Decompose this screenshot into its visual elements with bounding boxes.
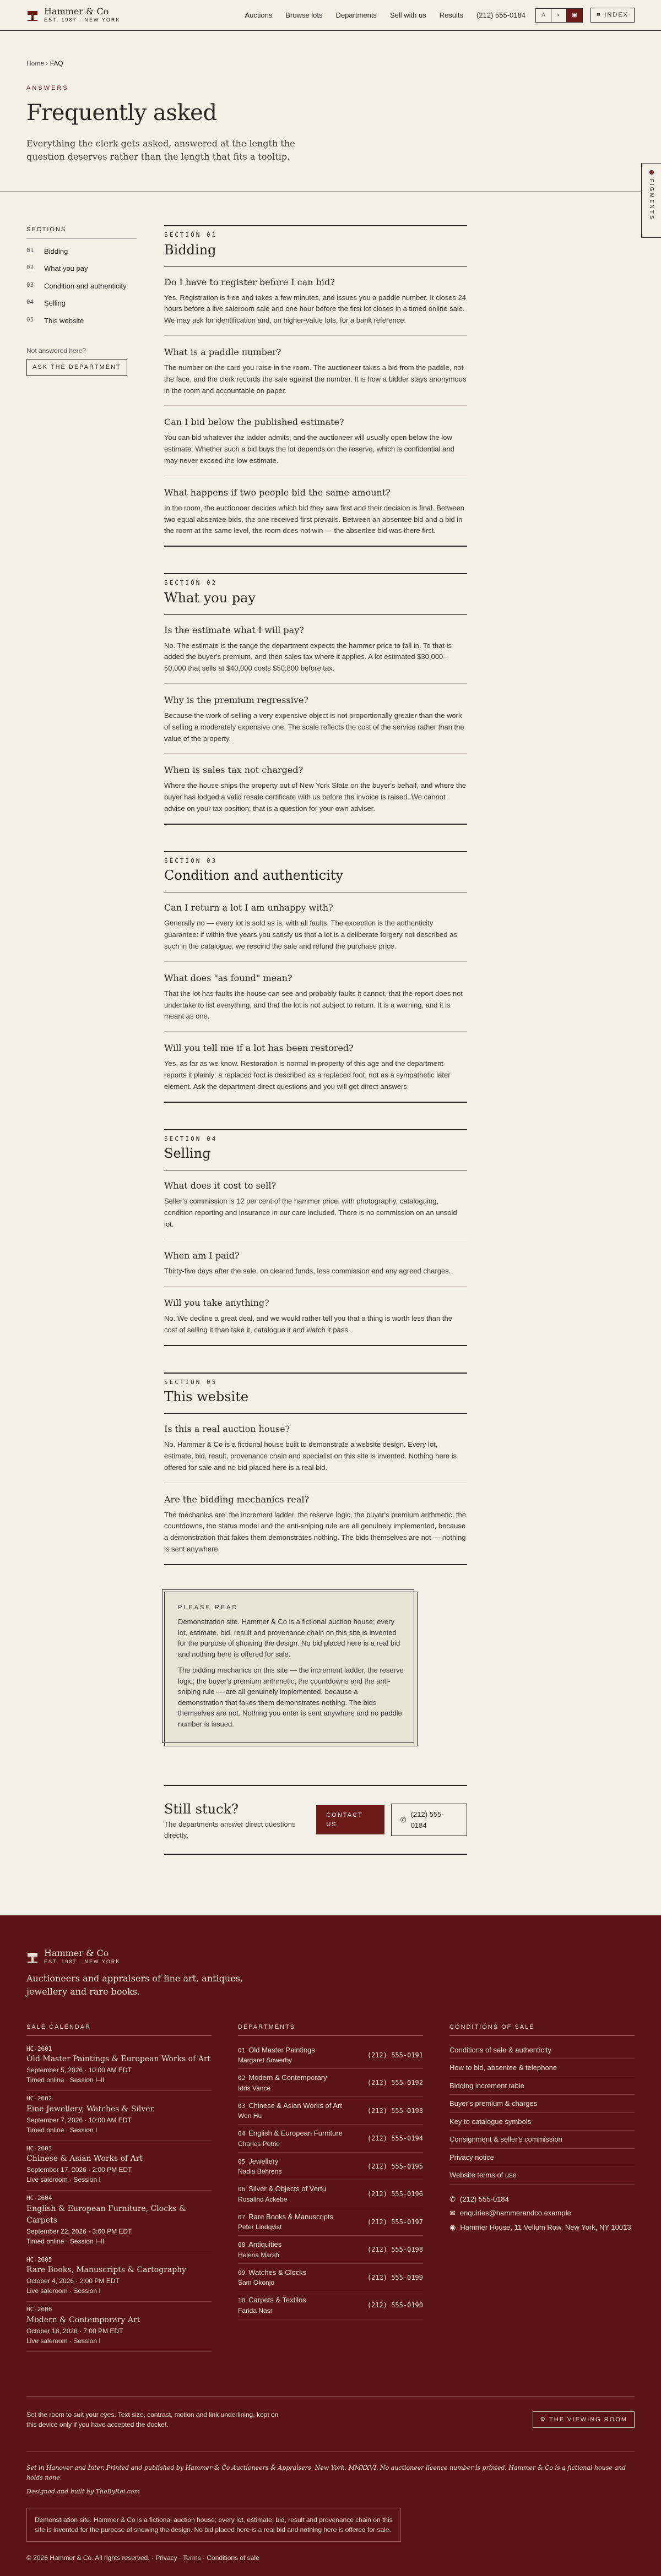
sale-item[interactable]: HC-2601 Old Master Paintings & European Works of Art September 5, 2026 · 10:00 AM EDT Timed online · Session I–II — [26, 2041, 212, 2092]
mail-icon: ✉ — [449, 2209, 456, 2218]
section-label: SECTION 04 — [164, 1135, 218, 1142]
footer-bottom — [26, 2396, 635, 2563]
sale-item[interactable]: HC-2606 Modern & Contemporary Art October 18, 2026 · 7:00 PM EDT Live saleroom · Session I — [26, 2302, 212, 2352]
faq-section-bidding — [164, 225, 467, 547]
gavel-icon — [26, 9, 39, 21]
footer-brand-name: Hammer & Co — [44, 1948, 109, 1959]
conditions-heading: CONDITIONS OF SALE — [449, 2023, 635, 2036]
toc-item-what-you-pay[interactable]: 02 What you pay — [26, 264, 88, 273]
nav-auctions[interactable]: Auctions — [245, 10, 273, 19]
section-label: SECTION 01 — [164, 231, 218, 239]
site-footer — [0, 1915, 661, 2575]
faq-item — [164, 1179, 467, 1239]
legal-colophon: Set in Hanover and Inter. Printed and published by Hammer & Co Auctioneers & Appraisers, New York, MMXXVI. No auctioneer licence number is printed. Hammer & Co is a fictional house and holds none. — [26, 2464, 626, 2481]
menu-icon: ≡ — [596, 12, 602, 19]
eyebrow: ANSWERS — [26, 85, 69, 91]
main-nav — [245, 10, 463, 21]
faq-question: Are the bidding mechanics real? — [164, 1494, 310, 1505]
faq-section-this-website — [164, 1373, 467, 1565]
faq-answer: No. Hammer & Co is a fictional house built to demonstrate a website design. Every lot, estimate, bid, result, provenance chain and specialist on this site is invented. Nothing here is offered for sale and no bid placed here is a real bid. — [164, 1440, 457, 1472]
breadcrumb — [26, 58, 635, 68]
faq-item — [164, 276, 467, 336]
contact-email[interactable]: ✉ enquiries@hammerandco.example — [449, 2206, 635, 2220]
sale-item[interactable]: HC-2602 Fine Jewellery, Watches & Silver September 7, 2026 · 10:00 AM EDT Timed online · Session I — [26, 2091, 212, 2141]
page-lede: Everything the clerk gets asked, answered at the length the question deserves rather than the length that fits a tooltip. — [26, 138, 295, 162]
department-item[interactable]: 07 Rare Books & Manuscripts Peter Lindqvist (212) 555-0197 — [238, 2208, 423, 2236]
faq-item — [164, 624, 467, 684]
sale-item[interactable]: HC-2605 Rare Books, Manuscripts & Cartography October 4, 2026 · 2:00 PM EDT Live saleroom · Session I — [26, 2252, 212, 2302]
faq-item — [164, 416, 467, 476]
breadcrumb-separator: › — [46, 59, 50, 67]
sale-item[interactable]: HC-2603 Chinese & Asian Works of Art September 17, 2026 · 2:00 PM EDT Live saleroom · Session I — [26, 2141, 212, 2191]
faq-answer: Yes. Registration is free and takes a few minutes, and issues you a paddle number. It closes 24 hours before a live saleroom sale and one hour before the first lot closes in a timed online sale. We may ask for identification and, on higher-value lots, for a bank reference. — [164, 293, 466, 325]
faq-answer: That the lot has faults the house can see and probably faults it cannot, that the report does not undertake to list everything, and that the lot is not subject to return. It is a warning, and it is meant as one. — [164, 989, 463, 1021]
footer-tagline: Auctioneers and appraisers of fine art, antiques, jewellery and rare books. — [26, 1973, 243, 1997]
faq-main — [0, 192, 661, 1915]
accessibility-note: Set the room to suit your eyes. Text size, contrast, motion and link underlining, kept on this device only if you have accepted the docket. — [26, 2410, 279, 2428]
faq-item — [164, 972, 467, 1032]
index-button[interactable] — [590, 8, 635, 23]
section-title: This website — [164, 1387, 467, 1414]
faq-content — [164, 225, 467, 1915]
contact-address: ◉ Hammer House, 11 Vellum Row, New York, NY 10013 — [449, 2220, 635, 2235]
faq-section-selling — [164, 1129, 467, 1346]
section-label: SECTION 02 — [164, 579, 218, 587]
page-intro — [0, 31, 661, 192]
faq-answer: Thirty-five days after the sale, on cleared funds, less commission and any agreed charges. — [164, 1267, 451, 1276]
condition-link[interactable]: Buyer's premium & charges — [449, 2095, 635, 2113]
pin-icon: ◉ — [449, 2223, 456, 2231]
copyright: © 2026 Hammer & Co. All rights reserved. · Privacy · Terms · Conditions of sale — [26, 2553, 259, 2562]
faq-answer: No. We decline a great deal, and we would rather tell you that a thing is worth less than the cost of selling it than take it, catalogue it and watch it pass. — [164, 1314, 452, 1334]
section-title: What you pay — [164, 588, 467, 615]
sale-calendar — [26, 2023, 212, 2352]
footer-brand-tagline: EST. 1987 · NEW YORK — [44, 1958, 121, 1964]
phone-icon: ✆ — [400, 1816, 407, 1825]
faq-item — [164, 901, 467, 961]
phone-icon: ✆ — [449, 2194, 456, 2203]
dot-icon — [649, 170, 654, 175]
faq-item — [164, 1297, 467, 1346]
toc-item-bidding[interactable]: 01 Bidding — [26, 246, 68, 255]
breadcrumb-current: FAQ — [50, 59, 63, 67]
faq-question: Can I return a lot I am unhappy with? — [164, 902, 333, 913]
faq-answer: Because the work of selling a very expensive object is not proportionally greater than the work of selling a moderately expensive one. The scale reflects the cost of the service rather than the value of the property. — [164, 711, 464, 743]
index-label: INDEX — [604, 12, 629, 19]
section-label: SECTION 05 — [164, 1378, 218, 1386]
still-stuck-bar — [164, 1785, 467, 1855]
condition-link[interactable]: Bidding increment table — [449, 2077, 635, 2095]
faq-item — [164, 1493, 467, 1565]
footer-columns — [26, 2023, 635, 2352]
faq-question: What does "as found" mean? — [164, 972, 292, 983]
toc-heading: SECTIONS — [26, 225, 137, 238]
viewing-room-button[interactable]: ⚙ THE VIEWING ROOM — [533, 2411, 635, 2428]
section-title: Condition and authenticity — [164, 865, 467, 892]
faq-item — [164, 764, 467, 824]
faq-question: Is the estimate what I will pay? — [164, 624, 304, 635]
department-item[interactable]: 02 Modern & Contemporary Idris Vance (212) 555-0192 — [238, 2069, 423, 2097]
faq-answer: Where the house ships the property out of New York State on the buyer's behalf, and where the buyer has lodged a valid resale certificate with us before the invoice is raised. We cannot advise on your tax position; that is a question for your own adviser. — [164, 781, 467, 813]
condition-link[interactable]: Consignment & seller's commission — [449, 2131, 635, 2149]
breadcrumb-home[interactable]: Home — [26, 59, 45, 67]
nav-results[interactable]: Results — [439, 10, 464, 19]
sections-toc — [26, 225, 137, 1915]
condition-link[interactable]: Conditions of sale & authenticity — [449, 2041, 635, 2060]
faq-section-condition — [164, 851, 467, 1103]
faq-question: Will you tell me if a lot has been restored? — [164, 1043, 354, 1054]
department-item[interactable]: 10 Carpets & Textiles Farida Nasr (212) 555-0190 — [238, 2291, 423, 2319]
call-number: (212) 555-0184 — [410, 1810, 444, 1829]
top-bar — [0, 0, 661, 31]
department-item[interactable]: 08 Antiquities Helena Marsh (212) 555-0198 — [238, 2236, 423, 2264]
faq-answer: You can bid whatever the ladder admits, and the auctioneer will usually open below the low estimate. Whether such a bid buys the lot depends on the reserve, which is confidential and may never exceed the low estimate. — [164, 433, 454, 465]
ask-department-button[interactable]: ASK THE DEPARTMENT — [26, 359, 127, 376]
faq-answer: The mechanics are: the increment ladder, the reserve logic, the buyer's premium arithmetic, the countdowns, the status model and the anti-sniping rule are all genuinely implemented, because a demonstration that fakes them demonstrates nothing. The bids themselves are not — nothing is sent anywhere. — [164, 1510, 467, 1554]
contact-phone[interactable]: ✆ (212) 555-0184 — [449, 2192, 635, 2207]
faq-question: What is a paddle number? — [164, 346, 281, 357]
faq-item — [164, 694, 467, 754]
brand-logo[interactable] — [26, 7, 120, 24]
still-stuck-subtitle: The departments answer direct questions directly. — [164, 1820, 296, 1839]
department-item[interactable]: 04 English & European Furniture Charles Petrie (212) 555-0194 — [238, 2125, 423, 2153]
condition-link[interactable]: How to bid, absentee & telephone — [449, 2059, 635, 2077]
settings-icon: ⚙ — [540, 2416, 549, 2423]
side-tab-label: FIGMENTS — [648, 179, 654, 221]
faq-item — [164, 1249, 467, 1287]
gavel-icon — [26, 1951, 39, 1963]
faq-item — [164, 1423, 467, 1483]
bag-icon[interactable]: ▣ — [567, 9, 582, 22]
condition-link[interactable]: Privacy notice — [449, 2149, 635, 2167]
faq-answer: The number on the card you raise in the room. The auctioneer takes a bid from the paddle, not the face, and the clerk records the sale against the number. It is how a bidder stays anonymous in the room and accountable on paper. — [164, 363, 467, 395]
contrast-icon[interactable]: ◐ — [551, 9, 567, 22]
faq-answer: In the room, the auctioneer decides which bid they saw first and their decision is final. Between two equal absentee bids, the one received first prevails. Between an absentee bid and a bid in the room at the same level, the room does not win — the absentee bid was there first. — [164, 503, 464, 535]
faq-item — [164, 1042, 467, 1102]
faq-answer: Seller's commission is 12 per cent of the hammer price, with photography, cataloguing, condition reporting and insurance in our care included. There is no commission on an unsold lot. — [164, 1197, 457, 1228]
faq-question: Can I bid below the published estimate? — [164, 417, 344, 428]
nav-departments[interactable]: Departments — [335, 10, 377, 19]
text-size-icon[interactable]: A — [536, 9, 551, 22]
notice-text: The bidding mechanics on this site — the increment ladder, the reserve logic, the buyer's premium arithmetic, the countdowns and the anti-sniping rule — are all genuinely implemented, because a demonstration that fakes them demonstrates nothing. The bids themselves are not. Nothing you enter is sent anywhere and no paddle number is issued. — [178, 1666, 404, 1728]
notice-text: Demonstration site. Hammer & Co is a fictional auction house; every lot, estimate, bid, result and provenance chain on this site is invented for the purpose of showing the design. No bid placed here is a real bid and nothing here is offered for sale. — [178, 1618, 400, 1658]
faq-question: Will you take anything? — [164, 1298, 269, 1309]
faq-section-what-you-pay — [164, 573, 467, 825]
faq-question: Is this a real auction house? — [164, 1424, 290, 1435]
section-title: Selling — [164, 1143, 467, 1170]
display-controls — [535, 8, 583, 23]
departments-heading: DEPARTMENTS — [238, 2023, 423, 2036]
contact-block — [449, 2192, 635, 2235]
condition-link[interactable]: Key to catalogue symbols — [449, 2113, 635, 2131]
toc-item-selling[interactable]: 04 Selling — [26, 298, 66, 308]
condition-link[interactable]: Website terms of use — [449, 2166, 635, 2185]
department-item[interactable]: 06 Silver & Objects of Vertu Rosalind Ackebe (212) 555-0196 — [238, 2180, 423, 2208]
department-item[interactable]: 09 Watches & Clocks Sam Okonjo (212) 555-0199 — [238, 2264, 423, 2292]
demo-notice — [164, 1592, 418, 1747]
faq-answer: No. The estimate is the range the department expects the hammer price to fall in. To that is added the buyer's premium, and then sales tax where it applies. A lot estimated $30,000–50,000 that sells at $40,000 costs $50,800 before tax. — [164, 641, 452, 673]
notice-heading: PLEASE READ — [178, 1604, 239, 1611]
faq-question: What does it cost to sell? — [164, 1180, 277, 1191]
page-title: Frequently asked — [26, 100, 217, 126]
toc-item-this-website[interactable]: 05 This website — [26, 315, 84, 325]
section-label: SECTION 03 — [164, 857, 218, 864]
faq-item — [164, 486, 467, 547]
brand-tagline: EST. 1987 · NEW YORK — [44, 17, 121, 23]
conditions-list — [449, 2023, 635, 2352]
toc-item-condition[interactable]: 03 Condition and authenticity — [26, 281, 127, 290]
toc-question: Not answered here? — [26, 347, 86, 355]
faq-question: When is sales tax not charged? — [164, 765, 304, 776]
faq-item — [164, 346, 467, 406]
faq-question: Why is the premium regressive? — [164, 695, 308, 706]
brand-name: Hammer & Co — [44, 6, 109, 17]
departments-list — [238, 2023, 423, 2352]
legal-text — [26, 2452, 635, 2497]
department-item[interactable]: 03 Chinese & Asian Works of Art Wen Hu (212) 555-0193 — [238, 2097, 423, 2125]
contact-us-button[interactable]: CONTACT US — [316, 1805, 384, 1834]
still-stuck-title: Still stuck? — [164, 1801, 239, 1817]
nav-sell-with-us[interactable]: Sell with us — [389, 10, 426, 19]
header-phone[interactable]: (212) 555-0184 — [476, 10, 525, 19]
faq-question: What happens if two people bid the same amount? — [164, 487, 391, 498]
nav-browse-lots[interactable]: Browse lots — [285, 10, 323, 19]
faq-answer: Yes, as far as we know. Restoration is normal in property of this age and the department reports it plainly: a replaced foot is described as a replaced foot, not as a sympathetic later element. Ask the department direct questions and you will get direct answers. — [164, 1059, 451, 1091]
call-button[interactable] — [391, 1804, 467, 1836]
designer-credit[interactable]: Designed and built by TheByRei.com — [26, 2488, 140, 2496]
faq-answer: Generally no — every lot is sold as is, with all faults. The exception is the authenticity guarantee: if within five years you satisfy us that a lot is a deliberate forgery not described as such in the catalogue, we rescind the sale and refund the purchase price. — [164, 919, 457, 950]
department-item[interactable]: 01 Old Master Paintings Margaret Sowerby (212) 555-0191 — [238, 2041, 423, 2069]
sale-calendar-heading: SALE CALENDAR — [26, 2023, 212, 2036]
footer-brand[interactable] — [26, 1948, 635, 1965]
sale-item[interactable]: HC-2604 English & European Furniture, Clocks & Carpets September 22, 2026 · 3:00 PM EDT Timed online · Session I–II — [26, 2191, 212, 2252]
section-title: Bidding — [164, 240, 467, 267]
faq-question: When am I paid? — [164, 1250, 240, 1261]
footer-demo-notice: Demonstration site. Hammer & Co is a fictional auction house; every lot, estimate, bid, result and provenance chain on this site is invented for the purpose of showing the design. No bid placed here is a real bid and nothing here is offered for sale. — [26, 2508, 401, 2542]
faq-question: Do I have to register before I can bid? — [164, 276, 335, 287]
department-item[interactable]: 05 Jewellery Nadia Behrens (212) 555-0195 — [238, 2153, 423, 2181]
